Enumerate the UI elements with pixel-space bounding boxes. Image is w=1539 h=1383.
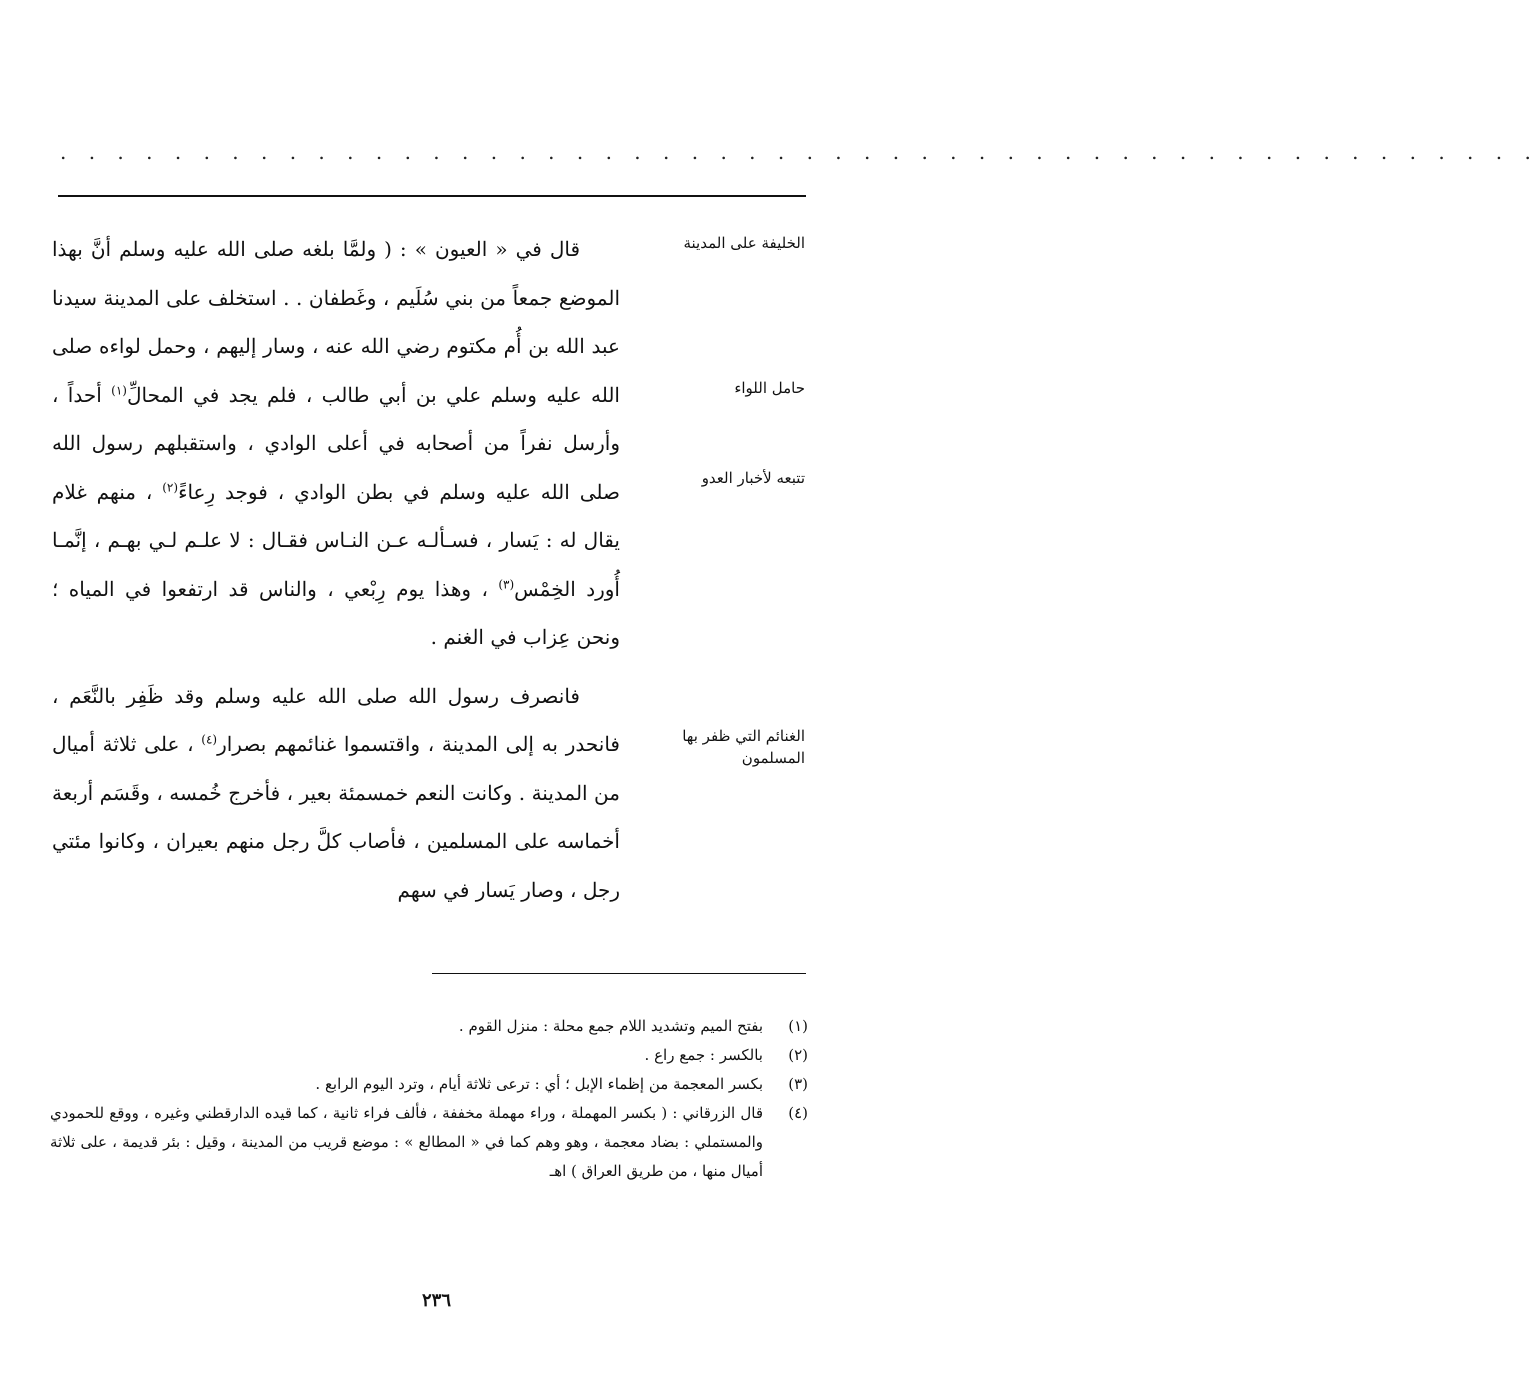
page-number: ٢٣٦: [421, 1290, 451, 1311]
side-note-spoils: الغنائم التي ظفر بها المسلمون: [682, 727, 805, 767]
paragraph-2: [52, 672, 620, 915]
side-note-banner-bearer: حامل اللواء: [734, 379, 805, 397]
header-rule: [58, 195, 806, 197]
header-dotted-line: . . . . . . . . . . . . . . . . . . . . . . . . . . . . . . . . . . . . . . . . . . . . . . . . . . . .: [60, 140, 1539, 164]
paragraph-2-part-1: فانصرف رسول الله صلى الله عليه وسلم وقد ظَفِر بالنَّعَم ، فانحدر به إلى المدينة ، واقتسموا غنائمهم بصرار: [52, 683, 620, 756]
side-note-successor: الخليفة على المدينة: [683, 234, 805, 252]
paragraph-1-part-1: قال في « العيون » : ( ولمَّا بلغه صلى الله عليه وسلم أنَّ بهذا الموضع جمعاً من بني سُلَيم ، وغَطفان . . استخلف على المدينة سيدنا عبد الله بن أُم مكتوم رضي الله عنه ، وسار إليهم ، وحمل لواءه صلى الله عليه وسلم علي بن أبي طالب ، فلم يجد في المحالِّ: [52, 237, 620, 407]
footnote-4: [50, 1099, 808, 1186]
main-text: [52, 225, 620, 914]
footnote-3: [50, 1070, 808, 1099]
footnote-text: بكسر المعجمة من إظماء الإبل ؛ أي : ترعى ثلاثة أيام ، وترد اليوم الرابع .: [315, 1075, 763, 1093]
paragraph-1-part-3: ، منهم غلام يقال له : يَسار ، فسـألـه عـن النـاس فقـال : لا علـم لـي بهـم ، إنَّمـا أُورد الخِمْس: [52, 479, 620, 601]
footnote-text: قال الزرقاني : ( بكسر المهملة ، وراء مهملة مخففة ، فألف فراء ثانية ، كما قيده الدارقطني وغيره ، ووقع للحمودي والمستملي : بضاد معجمة ، وهو وهم كما في « المطالع » : موضع قريب من المدينة ، وقيل : بئر قديمة ، على ثلاثة أميال منها ، من طريق العراق ) اهـ: [50, 1104, 763, 1180]
footnote-text: بفتح الميم وتشديد اللام جمع محلة : منزل القوم .: [458, 1017, 763, 1035]
footnote-number: (٢): [788, 1046, 808, 1064]
footnote-text: بالكسر : جمع راع .: [644, 1046, 763, 1064]
footnote-number: (١): [788, 1017, 808, 1035]
footnotes: [50, 1012, 808, 1186]
footnote-ref-4: (٤): [201, 732, 218, 747]
footnote-1: [50, 1012, 808, 1041]
footnote-number: (٣): [788, 1075, 808, 1093]
paragraph-2-part-2: ، على ثلاثة أميال من المدينة . وكانت النعم خمسمئة بعير ، فأخرج خُمسه ، وقَسَم أربعة أخماسه على المسلمين ، فأصاب كلَّ رجل منهم بعيران ، وكانوا مئتي رجل ، وصار يَسار في سهم: [52, 732, 620, 902]
paragraph-1-part-2: أحداً ، وأرسل نفراً من أصحابه في أعلى الوادي ، واستقبلهم رسول الله صلى الله عليه وسلم في بطن الوادي ، فوجد رِعاءً: [52, 382, 620, 504]
side-note-enemy-tracking: تتبعه لأخبار العدو: [701, 469, 805, 487]
footnote-ref-2: (٢): [162, 479, 179, 494]
footnote-rule: [432, 973, 806, 974]
footnote-2: [50, 1041, 808, 1070]
footnote-ref-3: (٣): [498, 576, 515, 591]
footnote-ref-1: (١): [111, 382, 127, 397]
paragraph-1-part-4: ، وهذا يوم رِبْعي ، والناس قد ارتفعوا في المياه ؛ ونحن عِزاب في الغنم .: [52, 576, 620, 649]
paragraph-1: [52, 225, 620, 662]
footnote-number: (٤): [788, 1104, 808, 1122]
